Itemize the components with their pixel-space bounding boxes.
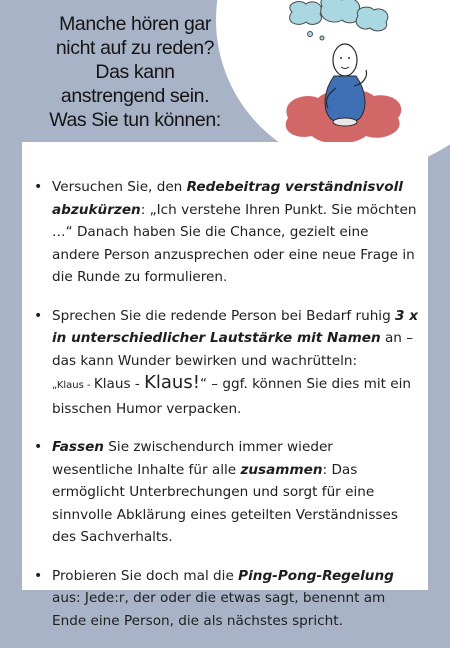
- tips-card: [22, 142, 428, 629]
- tip-text: an – das kann Wunder bewirken und wachrütteln:: [52, 330, 414, 369]
- example-mid: Klaus -: [93, 376, 145, 392]
- tip-text: Sie zwischendurch immer wieder wesentliche Inhalte für alle: [52, 439, 333, 478]
- tips-list: [22, 176, 428, 648]
- list-item: [22, 436, 428, 549]
- bullet-icon: •: [34, 439, 43, 455]
- title-line: Das kann: [95, 61, 175, 83]
- tip-text: : „Ich verstehe Ihren Punkt. Sie möchten …“ Danach haben Sie die Chance, gezielt eine andere Person anzusprechen oder eine neue Frage in die Runde zu formulieren.: [52, 201, 417, 285]
- tip-emphasis: 3 x in unterschiedlicher Lautstärke mit Namen: [52, 307, 419, 346]
- thinking-figure-icon: [270, 0, 420, 150]
- title-line: Was Sie tun können:: [49, 109, 221, 131]
- bullet-icon: •: [34, 179, 43, 195]
- figure-body-shape: [325, 76, 365, 123]
- list-item: [22, 565, 428, 633]
- tip-text: aus: Jede:r, der oder die etwas sagt, benennt am Ende eine Person, die als nächstes spricht.: [52, 590, 386, 629]
- tip-text: Probieren Sie doch mal die: [52, 567, 239, 584]
- title-line: nicht auf zu reden?: [55, 37, 215, 59]
- list-item: [22, 176, 428, 289]
- tip-emphasis: Redebeitrag verständnisvoll abzukürzen: [52, 179, 403, 218]
- tip-emphasis: Ping-Pong-Regelung: [238, 567, 394, 584]
- example-large: Klaus!: [144, 372, 200, 393]
- tip-emphasis: zusammen: [240, 461, 323, 478]
- figure-head-shape: [333, 44, 357, 76]
- bullet-icon: •: [34, 567, 43, 584]
- tip-text: : Das ermöglicht Unterbrechungen und sorgt für eine sinnvolle Abklärung eines geteilten Verständnisses des Sachverhalts.: [52, 461, 398, 545]
- speech-bubble-icon: [290, 0, 388, 40]
- tip-text: Sprechen Sie die redende Person bei Bedarf ruhig: [52, 307, 396, 324]
- title-line: Manche hören gar: [59, 13, 211, 35]
- page-title: [30, 12, 240, 132]
- list-item: [22, 305, 428, 421]
- tip-text: “ – ggf. können Sie dies mit ein bisschen Humor verpacken.: [52, 376, 412, 417]
- tip-emphasis: Fassen: [52, 439, 104, 455]
- example-small: „Klaus -: [52, 380, 94, 391]
- title-line: anstrengend sein.: [60, 85, 210, 107]
- bullet-icon: •: [34, 307, 43, 324]
- tip-text: Versuchen Sie, den: [52, 179, 187, 195]
